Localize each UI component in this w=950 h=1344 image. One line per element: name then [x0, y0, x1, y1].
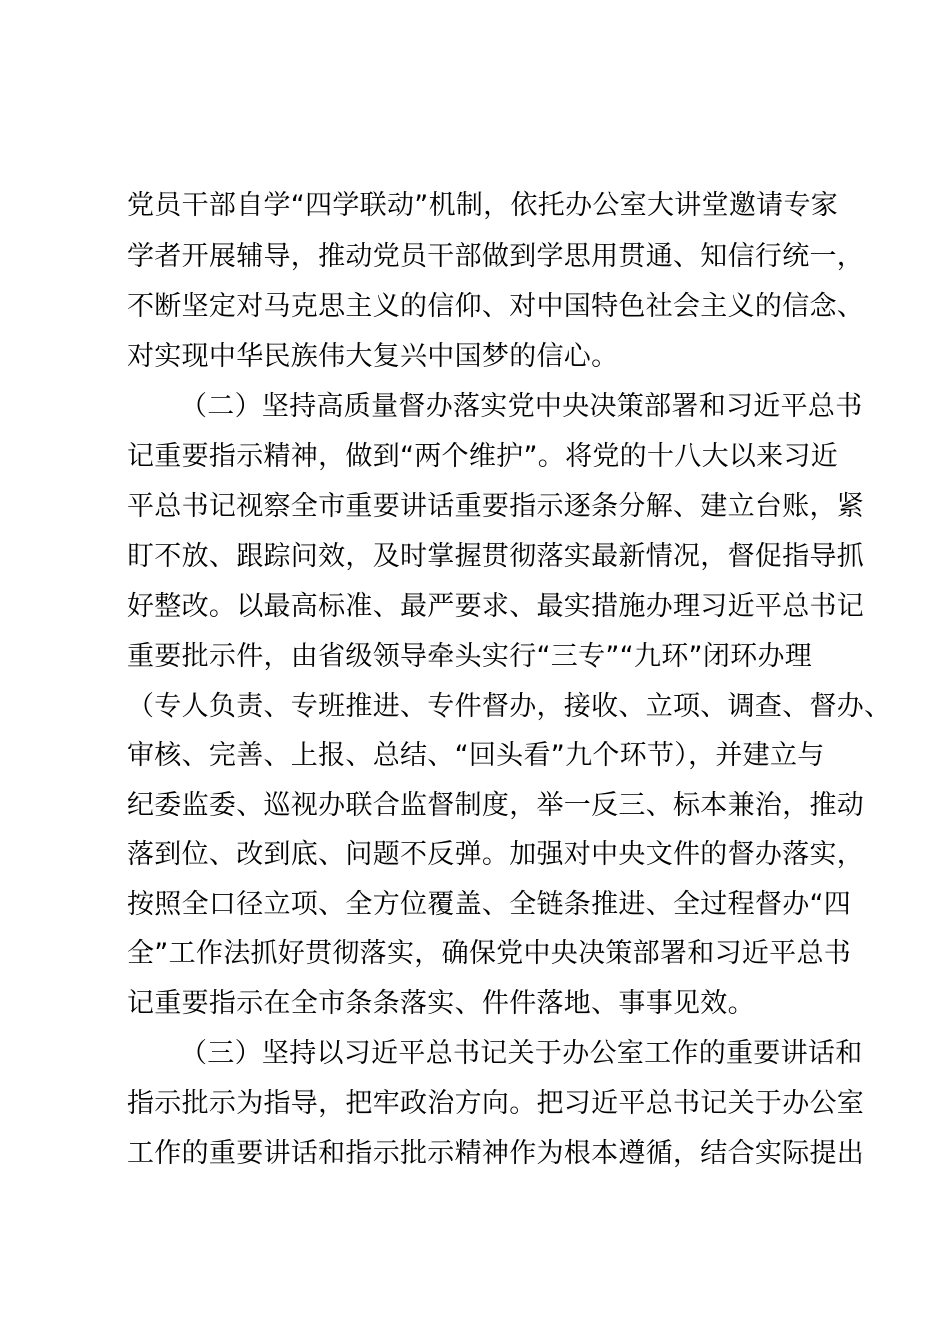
text-line: 盯不放、跟踪问效，及时掌握贯彻落实最新情况，督促指导抓: [127, 541, 865, 572]
text-line: 不断坚定对马克思主义的信仰、对中国特色社会主义的信念、: [127, 291, 865, 322]
text-line: 全”工作法抓好贯彻落实，确保党中央决策部署和习近平总书: [127, 938, 852, 969]
text-line: 党员干部自学“四学联动”机制，依托办公室大讲堂邀请专家: [127, 190, 839, 221]
text-line: 对实现中华民族伟大复兴中国梦的信心。: [127, 341, 619, 372]
text-line: 按照全口径立项、全方位覆盖、全链条推进、全过程督办“四: [127, 889, 852, 920]
text-line: 工作的重要讲话和指示批示精神作为根本遵循，结合实际提出: [127, 1138, 865, 1169]
text-line: 落到位、改到底、问题不反弹。加强对中央文件的督办落实，: [127, 839, 865, 870]
text-line: 重要批示件，由省级领导牵头实行“三专”“九环”闭环办理: [127, 641, 813, 672]
text-line: 学者开展辅导，推动党员干部做到学思用贯通、知信行统一，: [127, 241, 865, 272]
text-line: 平总书记视察全市重要讲话重要指示逐条分解、建立台账，紧: [127, 491, 865, 522]
text-line: 纪委监委、巡视办联合监督制度，举一反三、标本兼治，推动: [127, 790, 865, 821]
text-line: 好整改。以最高标准、最严要求、最实措施办理习近平总书记: [127, 591, 865, 622]
paragraph-heading-3: （三）坚持以习近平总书记关于办公室工作的重要讲话和: [180, 1038, 863, 1069]
paragraph-heading-2: （二）坚持高质量督办落实党中央决策部署和习近平总书: [180, 391, 863, 422]
text-line: 记重要指示精神，做到“两个维护”。将党的十八大以来习近: [127, 441, 839, 472]
text-line: （专人负责、专班推进、专件督办，接收、立项、调查、督办、: [127, 691, 892, 722]
text-line: 指示批示为指导，把牢政治方向。把习近平总书记关于办公室: [127, 1088, 865, 1119]
text-line: 审核、完善、上报、总结、“回头看”九个环节），并建立与: [127, 740, 825, 771]
text-line: 记重要指示在全市条条落实、件件落地、事事见效。: [127, 988, 755, 1019]
